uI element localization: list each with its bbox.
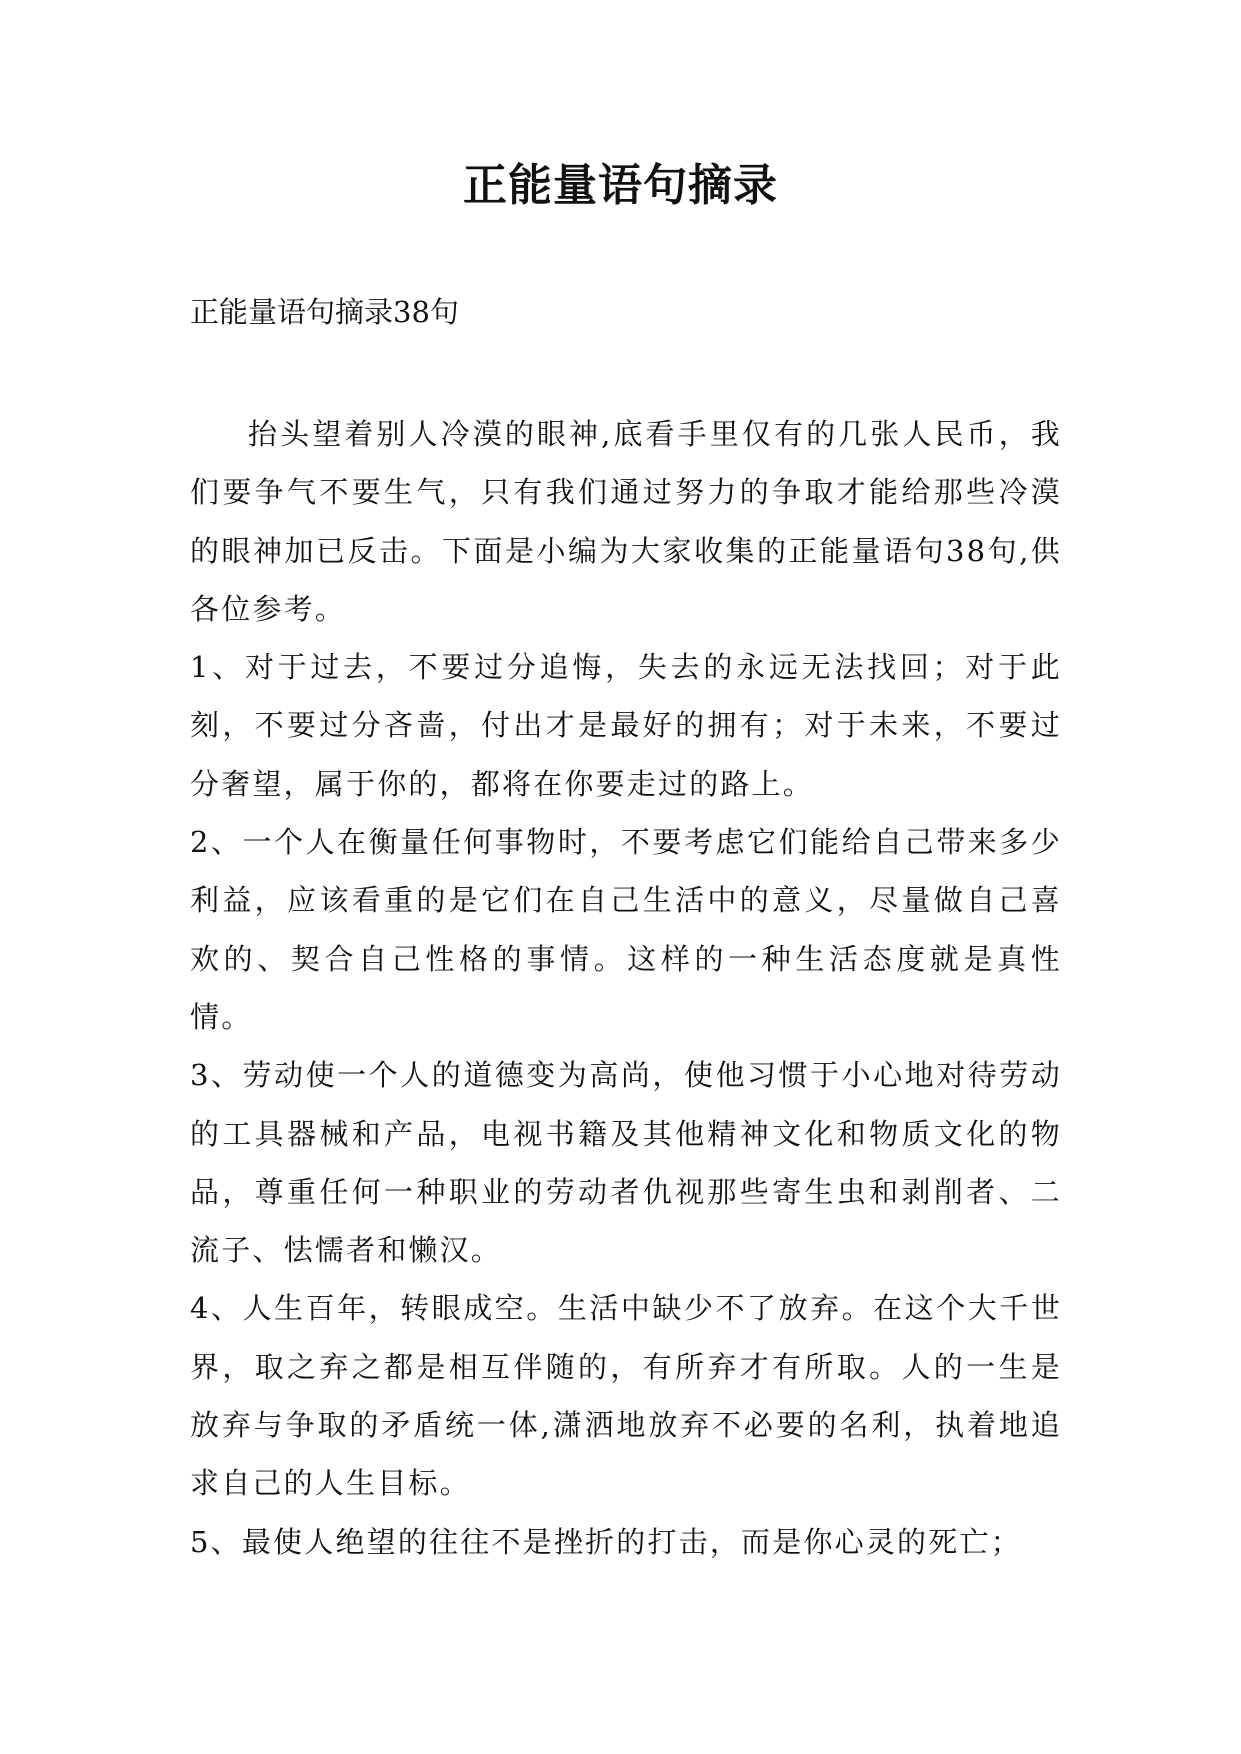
intro-paragraph: 抬头望着别人冷漠的眼神,底看手里仅有的几张人民币，我们要争气不要生气，只有我们通过努力的争取才能给那些冷漠的眼神加已反击。下面是小编为大家收集的正能量语句38句,供各位参考。: [190, 417, 1062, 626]
list-item: 5、最使人绝望的往往不是挫折的打击，而是你心灵的死亡；: [190, 1524, 1022, 1559]
list-item: 2、一个人在衡量任何事物时，不要考虑它们能给自己带来多少利益，应该看重的是它们在自己生活中的意义，尽量做自己喜欢的、契合自己性格的事情。这样的一种生活态度就是真性情。: [190, 825, 1062, 1034]
document-body: [190, 405, 1062, 1571]
document-title: 正能量语句摘录: [463, 160, 778, 211]
document-subtitle: 正能量语句摘录38句: [190, 295, 459, 329]
list-item: 1、对于过去，不要过分追悔，失去的永远无法找回；对于此刻，不要过分吝啬，付出才是最好的拥有；对于未来，不要过分奢望，属于你的，都将在你要走过的路上。: [190, 650, 1062, 801]
list-item: 4、人生百年，转眼成空。生活中缺少不了放弃。在这个大千世界，取之弃之都是相互伴随的，有所弃才有所取。人的一生是放弃与争取的矛盾统一体,潇洒地放弃不必要的名利，执着地追求自己的人生目标。: [190, 1291, 1062, 1501]
list-item: 3、劳动使一个人的道德变为高尚，使他习惯于小心地对待劳动的工具器械和产品，电视书籍及其他精神文化和物质文化的物品，尊重任何一种职业的劳动者仇视那些寄生虫和剥削者、二流子、怯懦者和懒汉。: [190, 1058, 1062, 1268]
